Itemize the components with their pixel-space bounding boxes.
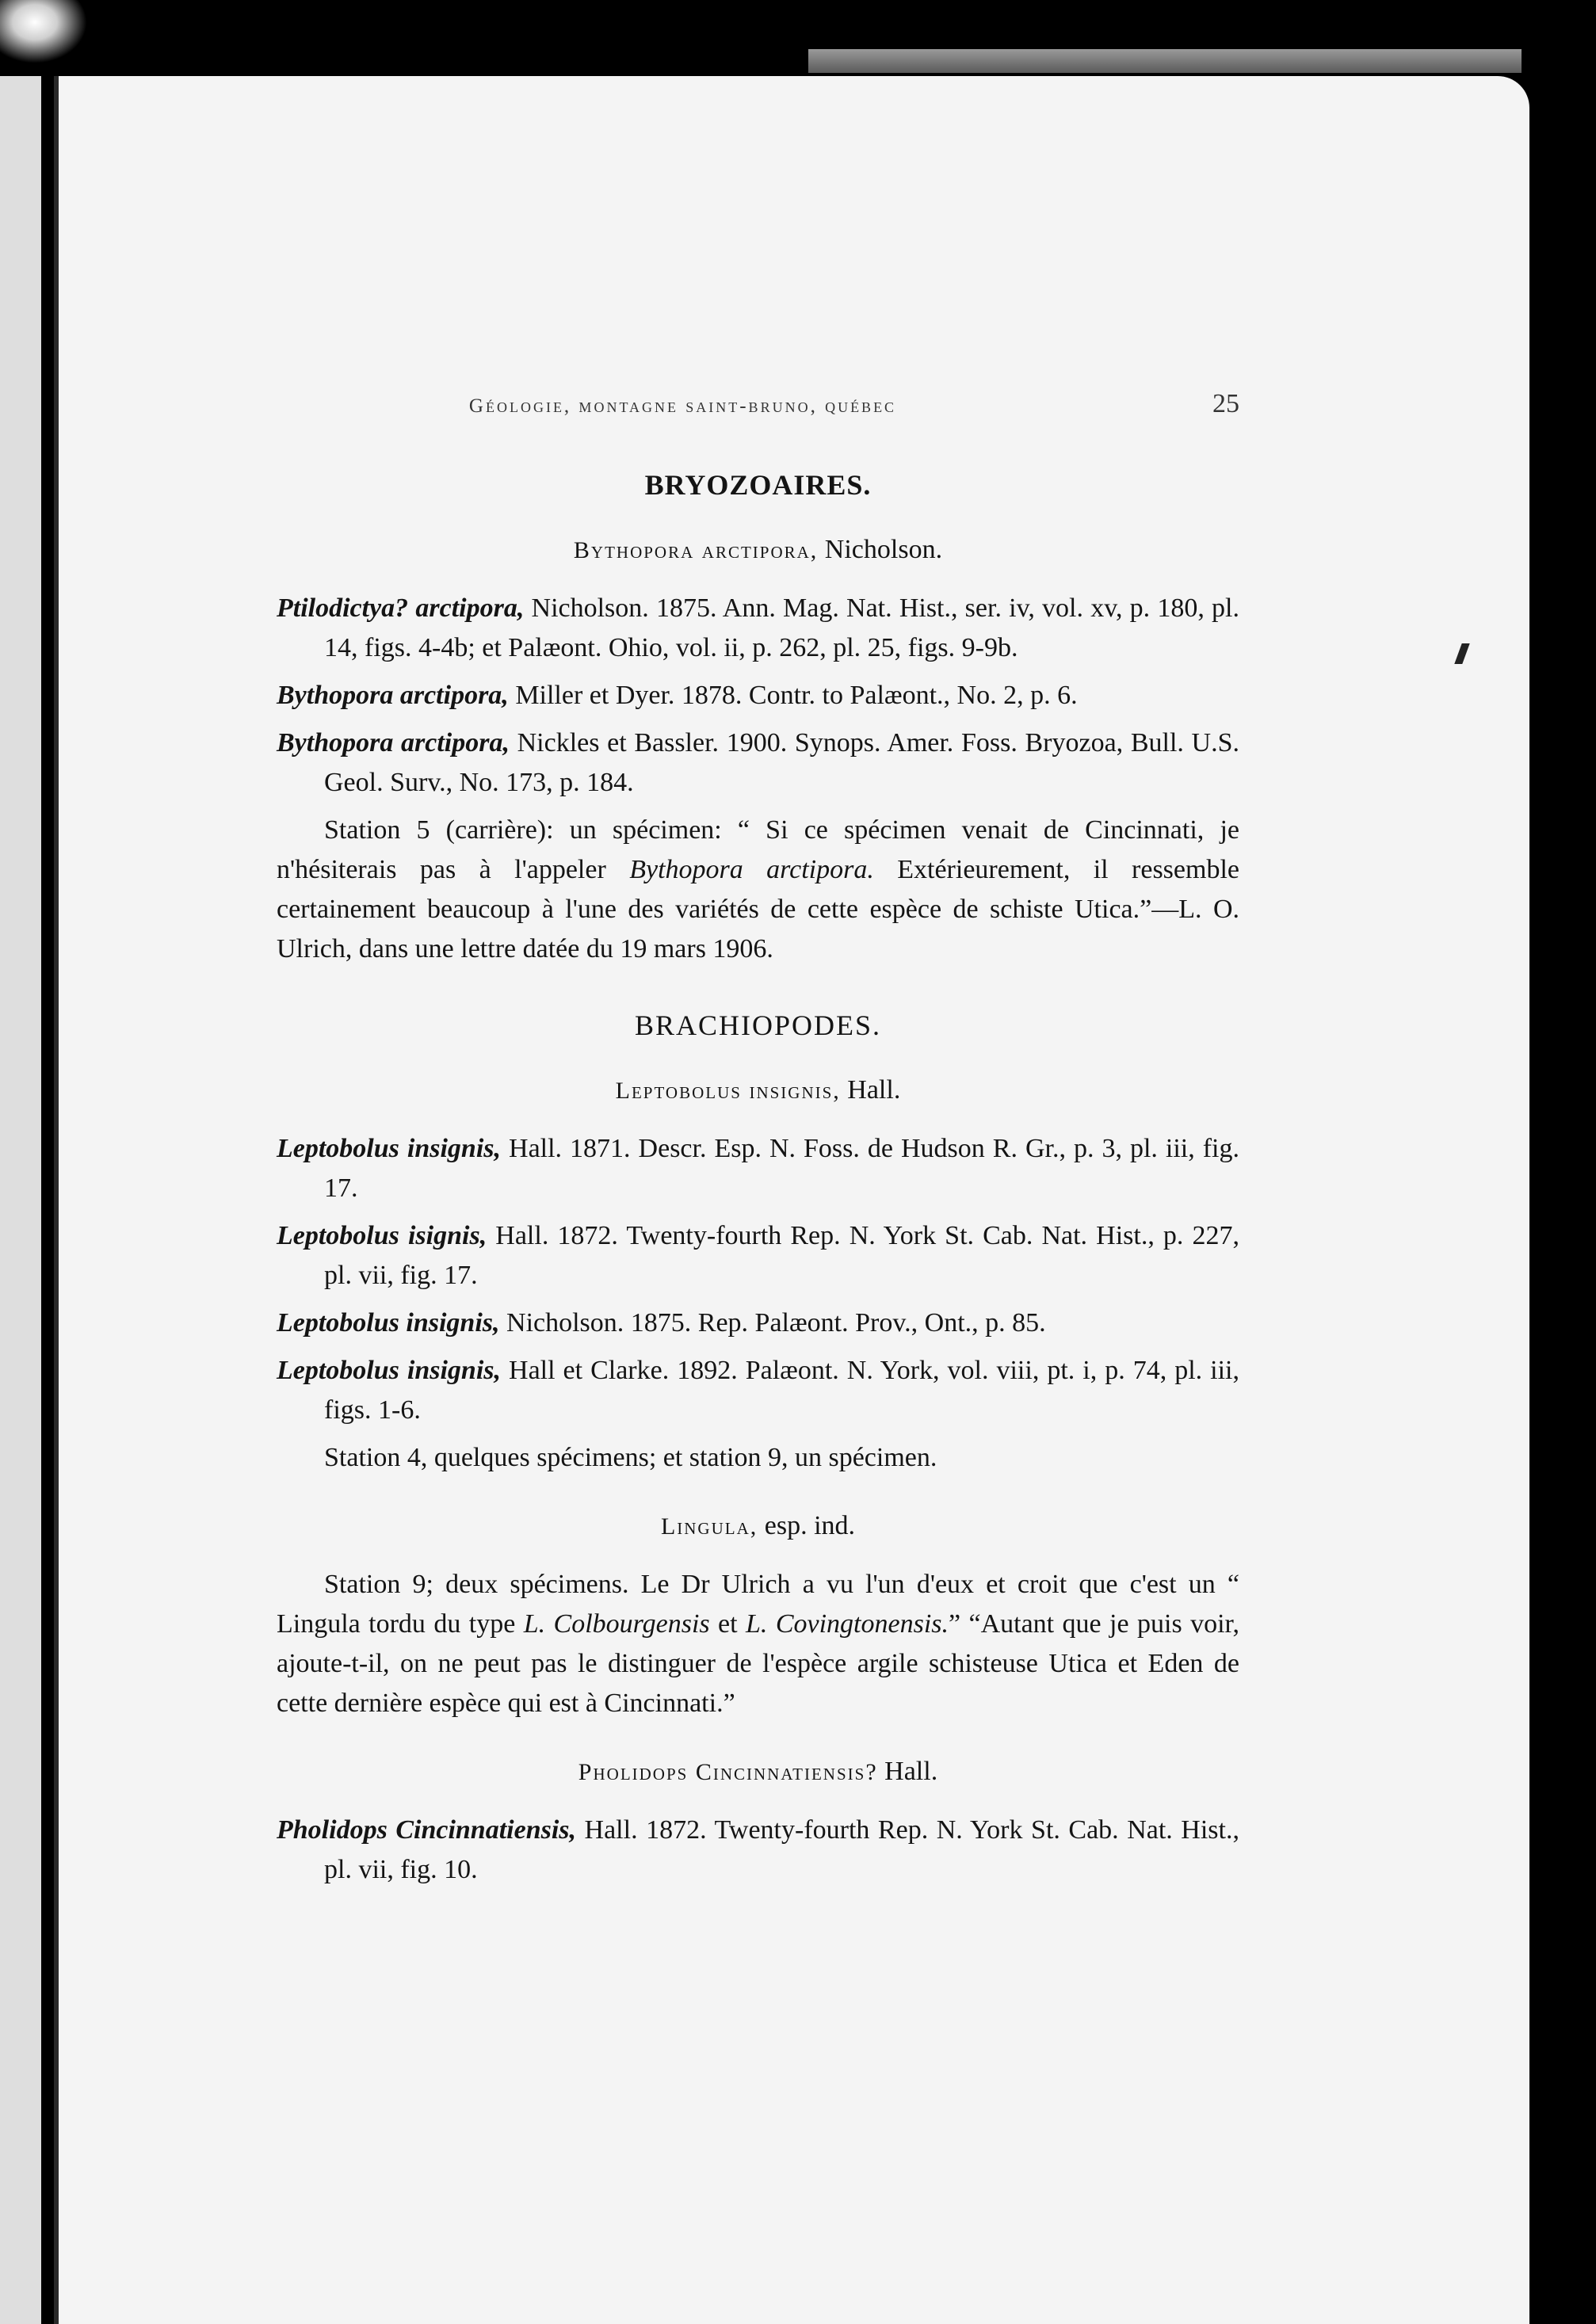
synonymy-entry [277, 1216, 1239, 1296]
citation: Nicholson. 1875. Ann. Mag. Nat. Hist., ser. iv, vol. xv, p. 180, pl. 14, figs. 4-4b; et Palæont. Ohio, vol. ii, p. 262, pl. 25, figs. 9-9b. [324, 593, 1239, 662]
note-text: Station 5 (carrière): un spécimen: “ Si ce spécimen venait de Cincinnati, je n'hésiterais pas à l'appeler [277, 815, 1239, 884]
species-name: Leptobolus insignis, [277, 1356, 502, 1385]
species-name: Bythopora arctipora, [277, 728, 510, 757]
note-text: et [709, 1609, 746, 1639]
scan-glare [0, 0, 87, 63]
page-number: 25 [1212, 389, 1239, 418]
adjacent-page-edge [0, 76, 41, 2324]
synonymy-entry [277, 1811, 1239, 1890]
species-name: Leptobolus insignis, [277, 1308, 500, 1338]
taxon-name: Leptobolus insignis, [615, 1078, 841, 1104]
taxon-heading [277, 535, 1239, 565]
section-title-brachiopodes: BRACHIOPODES. [634, 1009, 882, 1041]
occurrence-note [277, 811, 1239, 969]
citation: Miller et Dyer. 1878. Contr. to Palæont., No. 2, p. 6. [508, 681, 1078, 710]
taxon-name: Pholidops Cincinnatiensis? [578, 1759, 878, 1785]
species-name: Pholidops Cincinnatiensis, [277, 1815, 577, 1845]
synonymy-entry [277, 1129, 1239, 1208]
taxon-heading [277, 1075, 1239, 1105]
taxon-author: Hall. [840, 1075, 901, 1105]
running-header [277, 278, 1239, 418]
synonymy-entry [277, 1351, 1239, 1430]
document-page [54, 76, 1529, 2324]
page-top-edge [808, 49, 1522, 73]
note-species: L. Covingtonensis. [746, 1609, 949, 1639]
citation: Nickles et Bassler. 1900. Synops. Amer. Foss. Bryozoa, Bull. U.S. Geol. Surv., No. 173, p. 184. [324, 728, 1240, 797]
synonymy-entry [277, 676, 1239, 716]
citation: Hall. 1871. Descr. Esp. N. Foss. de Hudson R. Gr., p. 3, pl. iii, fig. 17. [324, 1134, 1239, 1203]
taxon-name: Lingula, [660, 1513, 758, 1540]
note-text: ” “Autant que je puis voir, ajoute-t-il, on ne peut pas le distinguer de l'espèce argile schisteuse Utica et Eden de cette dernière espèce qui est à Cincinnati.” [277, 1609, 1239, 1718]
synonymy-entry [277, 589, 1239, 668]
taxon-heading [277, 1757, 1239, 1787]
taxon-heading [277, 1511, 1239, 1541]
note-text: Extérieurement, il ressemble certainement beaucoup à l'une des variétés de cette espèce de schiste Utica.”—L. O. Ulrich, dans une lettre datée du 19 mars 1906. [277, 855, 1239, 964]
note-species: Bythopora arctipora. [629, 855, 874, 884]
taxon-name: Bythopora arctipora, [573, 537, 819, 563]
citation: Nicholson. 1875. Rep. Palæont. Prov., Ont., p. 85. [499, 1308, 1046, 1338]
taxon-author: esp. ind. [758, 1511, 856, 1540]
occurrence-note [277, 1565, 1239, 1723]
note-text: Station 9; deux spécimens. Le Dr Ulrich a vu l'un d'eux et croit que c'est un “ Lingula tordu du type [277, 1570, 1239, 1639]
citation: Hall. 1872. Twenty-fourth Rep. N. York St. Cab. Nat. Hist., pl. vii, fig. 10. [324, 1815, 1239, 1884]
citation: Hall. 1872. Twenty-fourth Rep. N. York St. Cab. Nat. Hist., p. 227, pl. vii, fig. 17. [324, 1221, 1240, 1290]
synonymy-entry [277, 723, 1239, 803]
species-name: Leptobolus insignis, [277, 1134, 502, 1163]
occurrence-note: Station 4, quelques spécimens; et station 9, un spécimen. [324, 1443, 937, 1472]
species-name: Ptilodictya? arctipora, [277, 593, 525, 623]
taxon-author: Nicholson. [818, 535, 943, 564]
species-name: Leptobolus isignis, [277, 1221, 487, 1250]
taxon-author: Hall. [877, 1757, 938, 1786]
note-species: L. Colbourgensis [523, 1609, 710, 1639]
citation: Hall et Clarke. 1892. Palæont. N. York, vol. viii, pt. i, p. 74, pl. iii, figs. 1-6. [324, 1356, 1240, 1425]
synonymy-entry [277, 1303, 1239, 1343]
page-content [277, 278, 1239, 1898]
running-title: Géologie, montagne saint-bruno, québec [468, 395, 897, 417]
section-title-bryozoaires: BRYOZOAIRES. [644, 469, 872, 501]
species-name: Bythopora arctipora, [277, 681, 509, 710]
